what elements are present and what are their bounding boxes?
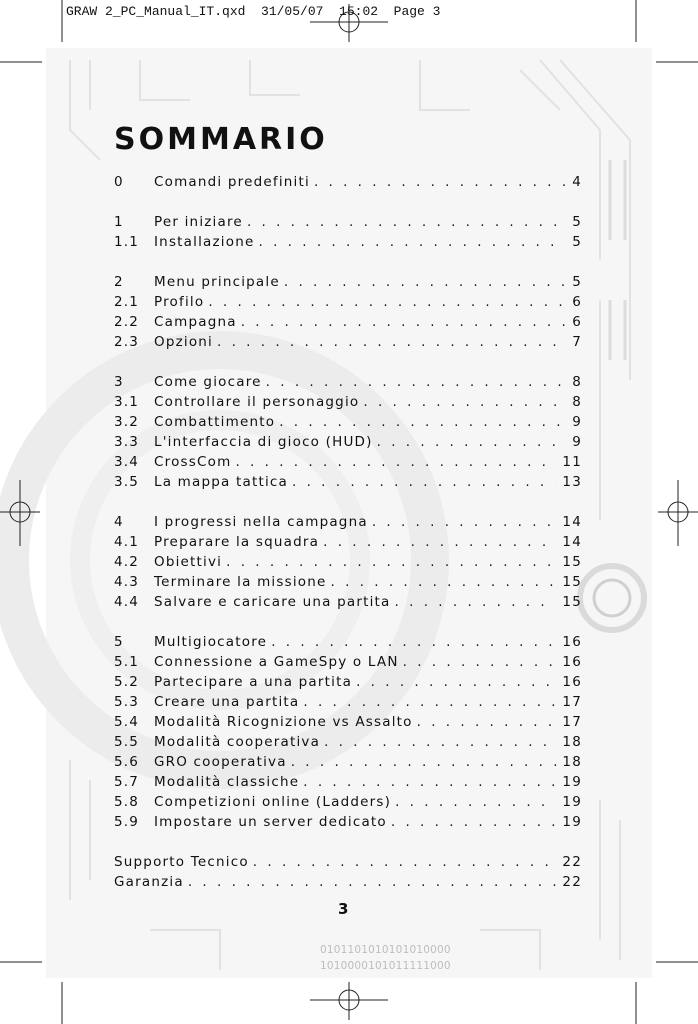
toc-leader-dots — [226, 554, 556, 570]
toc-leader-dots — [188, 874, 557, 890]
toc-entry-title: Salvare e caricare una partita — [154, 594, 391, 610]
toc-entry-title: Connessione a GameSpy o LAN — [154, 654, 399, 670]
toc-entry-page: 5 — [572, 234, 582, 250]
toc-entry-number: 2 — [114, 274, 124, 290]
toc-entry — [114, 634, 582, 654]
toc-leader-dots — [314, 174, 566, 190]
toc-entry-title: Come giocare — [154, 374, 262, 390]
binary-decoration-line-2: 1010000101011111000 — [320, 960, 451, 972]
page-title: SOMMARIO — [114, 122, 328, 157]
toc-entry-number: 5.4 — [114, 714, 140, 730]
toc-entry — [114, 574, 582, 594]
toc-entry-title: Comandi predefiniti — [154, 174, 310, 190]
toc-entry-number: 1 — [114, 214, 124, 230]
toc-entry-title: Installazione — [154, 234, 255, 250]
toc-entry-page: 6 — [572, 294, 582, 310]
toc-entry — [114, 774, 582, 794]
toc-entry-number: 5.7 — [114, 774, 140, 790]
toc-entry-page: 5 — [572, 214, 582, 230]
toc-entry-number: 5.3 — [114, 694, 140, 710]
toc-entry-title: Opzioni — [154, 334, 213, 350]
toc-entry — [114, 454, 582, 474]
toc-entry-title: Obiettivi — [154, 554, 223, 570]
toc-entry-number: 5.2 — [114, 674, 140, 690]
toc-entry-number: 2.3 — [114, 334, 140, 350]
toc-entry-number: 5 — [114, 634, 124, 650]
toc-entry-page: 19 — [562, 794, 582, 810]
toc-entry-number: 5.8 — [114, 794, 140, 810]
toc-entry-page: 8 — [572, 374, 582, 390]
toc-entry — [114, 874, 582, 894]
toc-leader-dots — [391, 814, 557, 830]
toc-entry-title: Campagna — [154, 314, 237, 330]
toc-entry-title: Modalità classiche — [154, 774, 300, 790]
toc-entry-title: Creare una partita — [154, 694, 300, 710]
toc-entry-number: 5.1 — [114, 654, 140, 670]
toc-leader-dots — [395, 594, 557, 610]
toc-leader-dots — [303, 774, 556, 790]
toc-entry-page: 7 — [572, 334, 582, 350]
toc-entry-title: Terminare la missione — [154, 574, 327, 590]
toc-leader-dots — [331, 574, 557, 590]
toc-entry-page: 17 — [562, 714, 582, 730]
toc-entry-number: 5.9 — [114, 814, 140, 830]
toc-entry-number: 4 — [114, 514, 124, 530]
toc-entry — [114, 734, 582, 754]
toc-entry-page: 4 — [572, 174, 582, 190]
toc-entry-title: Combattimento — [154, 414, 276, 430]
toc-entry-page: 6 — [572, 314, 582, 330]
toc-entry-title: Supporto Tecnico — [114, 854, 249, 870]
toc-leader-dots — [403, 654, 557, 670]
binary-decoration-line-1: 0101101010101010000 — [320, 944, 451, 956]
toc-entry-number: 4.4 — [114, 594, 140, 610]
toc-leader-dots — [271, 634, 556, 650]
toc-leader-dots — [241, 314, 566, 330]
toc-entry-page: 14 — [562, 534, 582, 550]
toc-leader-dots — [247, 214, 566, 230]
toc-entry-title: Impostare un server dedicato — [154, 814, 387, 830]
toc-entry-number: 3.3 — [114, 434, 140, 450]
toc-leader-dots — [217, 334, 566, 350]
toc-leader-dots — [291, 754, 557, 770]
toc-entry-page: 18 — [562, 734, 582, 750]
toc-entry-number: 4.3 — [114, 574, 140, 590]
toc-entry-title: Modalità cooperativa — [154, 734, 321, 750]
toc-leader-dots — [372, 514, 557, 530]
toc-entry-page: 9 — [572, 414, 582, 430]
toc-entry-title: L'interfaccia di gioco (HUD) — [154, 434, 373, 450]
toc-entry-number: 4.2 — [114, 554, 140, 570]
toc-entry-number: 0 — [114, 174, 124, 190]
toc-leader-dots — [235, 454, 556, 470]
toc-entry — [114, 594, 582, 614]
toc-entry-page: 17 — [562, 694, 582, 710]
toc-entry — [114, 394, 582, 414]
toc-entry — [114, 714, 582, 734]
toc-entry-number: 3.5 — [114, 474, 140, 490]
toc-leader-dots — [284, 274, 566, 290]
toc-entry-page: 16 — [562, 634, 582, 650]
toc-entry — [114, 534, 582, 554]
toc-entry — [114, 754, 582, 774]
toc-leader-dots — [323, 534, 556, 550]
toc-entry-number: 3.1 — [114, 394, 140, 410]
toc-entry — [114, 434, 582, 454]
toc-leader-dots — [208, 294, 566, 310]
table-of-contents — [114, 174, 582, 894]
page-number: 3 — [338, 900, 349, 918]
toc-entry-title: GRO cooperativa — [154, 754, 287, 770]
toc-entry-title: Multigiocatore — [154, 634, 268, 650]
toc-entry — [114, 414, 582, 434]
toc-entry-title: Preparare la squadra — [154, 534, 320, 550]
toc-entry-title: Partecipare a una partita — [154, 674, 353, 690]
toc-entry — [114, 654, 582, 674]
toc-entry-number: 2.1 — [114, 294, 140, 310]
toc-entry — [114, 294, 582, 314]
toc-entry-page: 18 — [562, 754, 582, 770]
toc-leader-dots — [279, 414, 566, 430]
toc-entry-title: Modalità Ricognizione vs Assalto — [154, 714, 413, 730]
toc-entry-number: 3 — [114, 374, 124, 390]
toc-entry — [114, 314, 582, 334]
toc-leader-dots — [363, 394, 566, 410]
toc-entry — [114, 674, 582, 694]
toc-entry-page: 22 — [562, 854, 582, 870]
toc-entry-title: Controllare il personaggio — [154, 394, 360, 410]
toc-entry-page: 9 — [572, 434, 582, 450]
toc-entry-page: 22 — [562, 874, 582, 890]
toc-entry — [114, 814, 582, 834]
toc-entry — [114, 374, 582, 394]
toc-entry-number: 2.2 — [114, 314, 140, 330]
toc-entry-title: I progressi nella campagna — [154, 514, 368, 530]
toc-entry — [114, 234, 582, 254]
toc-entry — [114, 794, 582, 814]
toc-entry-page: 8 — [572, 394, 582, 410]
toc-leader-dots — [356, 674, 556, 690]
toc-entry-number: 4.1 — [114, 534, 140, 550]
toc-entry — [114, 474, 582, 494]
toc-entry-number: 5.5 — [114, 734, 140, 750]
toc-entry — [114, 174, 582, 194]
toc-entry-number: 1.1 — [114, 234, 140, 250]
toc-entry — [114, 854, 582, 874]
toc-entry-number: 3.4 — [114, 454, 140, 470]
toc-entry-title: La mappa tattica — [154, 474, 289, 490]
toc-entry-title: Menu principale — [154, 274, 280, 290]
toc-entry — [114, 554, 582, 574]
toc-entry-title: Profilo — [154, 294, 205, 310]
toc-leader-dots — [292, 474, 556, 490]
toc-entry-title: Per iniziare — [154, 214, 243, 230]
toc-leader-dots — [258, 234, 566, 250]
toc-leader-dots — [324, 734, 556, 750]
toc-entry-number: 3.2 — [114, 414, 140, 430]
toc-entry-page: 15 — [562, 594, 582, 610]
toc-leader-dots — [377, 434, 566, 450]
toc-entry-page: 15 — [562, 554, 582, 570]
toc-leader-dots — [395, 794, 556, 810]
toc-leader-dots — [266, 374, 566, 390]
toc-entry — [114, 334, 582, 354]
toc-entry-title: Competizioni online (Ladders) — [154, 794, 392, 810]
toc-entry — [114, 514, 582, 534]
toc-entry-page: 11 — [562, 454, 582, 470]
toc-entry-title: CrossCom — [154, 454, 232, 470]
toc-entry — [114, 694, 582, 714]
toc-leader-dots — [253, 854, 557, 870]
toc-entry — [114, 274, 582, 294]
toc-entry-title: Garanzia — [114, 874, 184, 890]
toc-entry-page: 19 — [562, 814, 582, 830]
toc-entry-page: 16 — [562, 674, 582, 690]
print-slug-header: GRAW 2_PC_Manual_IT.qxd 31/05/07 15:02 Page 3 — [66, 4, 441, 19]
toc-leader-dots — [417, 714, 557, 730]
toc-entry-page: 14 — [562, 514, 582, 530]
toc-entry-page: 15 — [562, 574, 582, 590]
toc-entry-number: 5.6 — [114, 754, 140, 770]
toc-entry-page: 16 — [562, 654, 582, 670]
toc-entry-page: 5 — [572, 274, 582, 290]
toc-leader-dots — [303, 694, 556, 710]
toc-entry — [114, 214, 582, 234]
toc-entry-page: 13 — [562, 474, 582, 490]
toc-entry-page: 19 — [562, 774, 582, 790]
